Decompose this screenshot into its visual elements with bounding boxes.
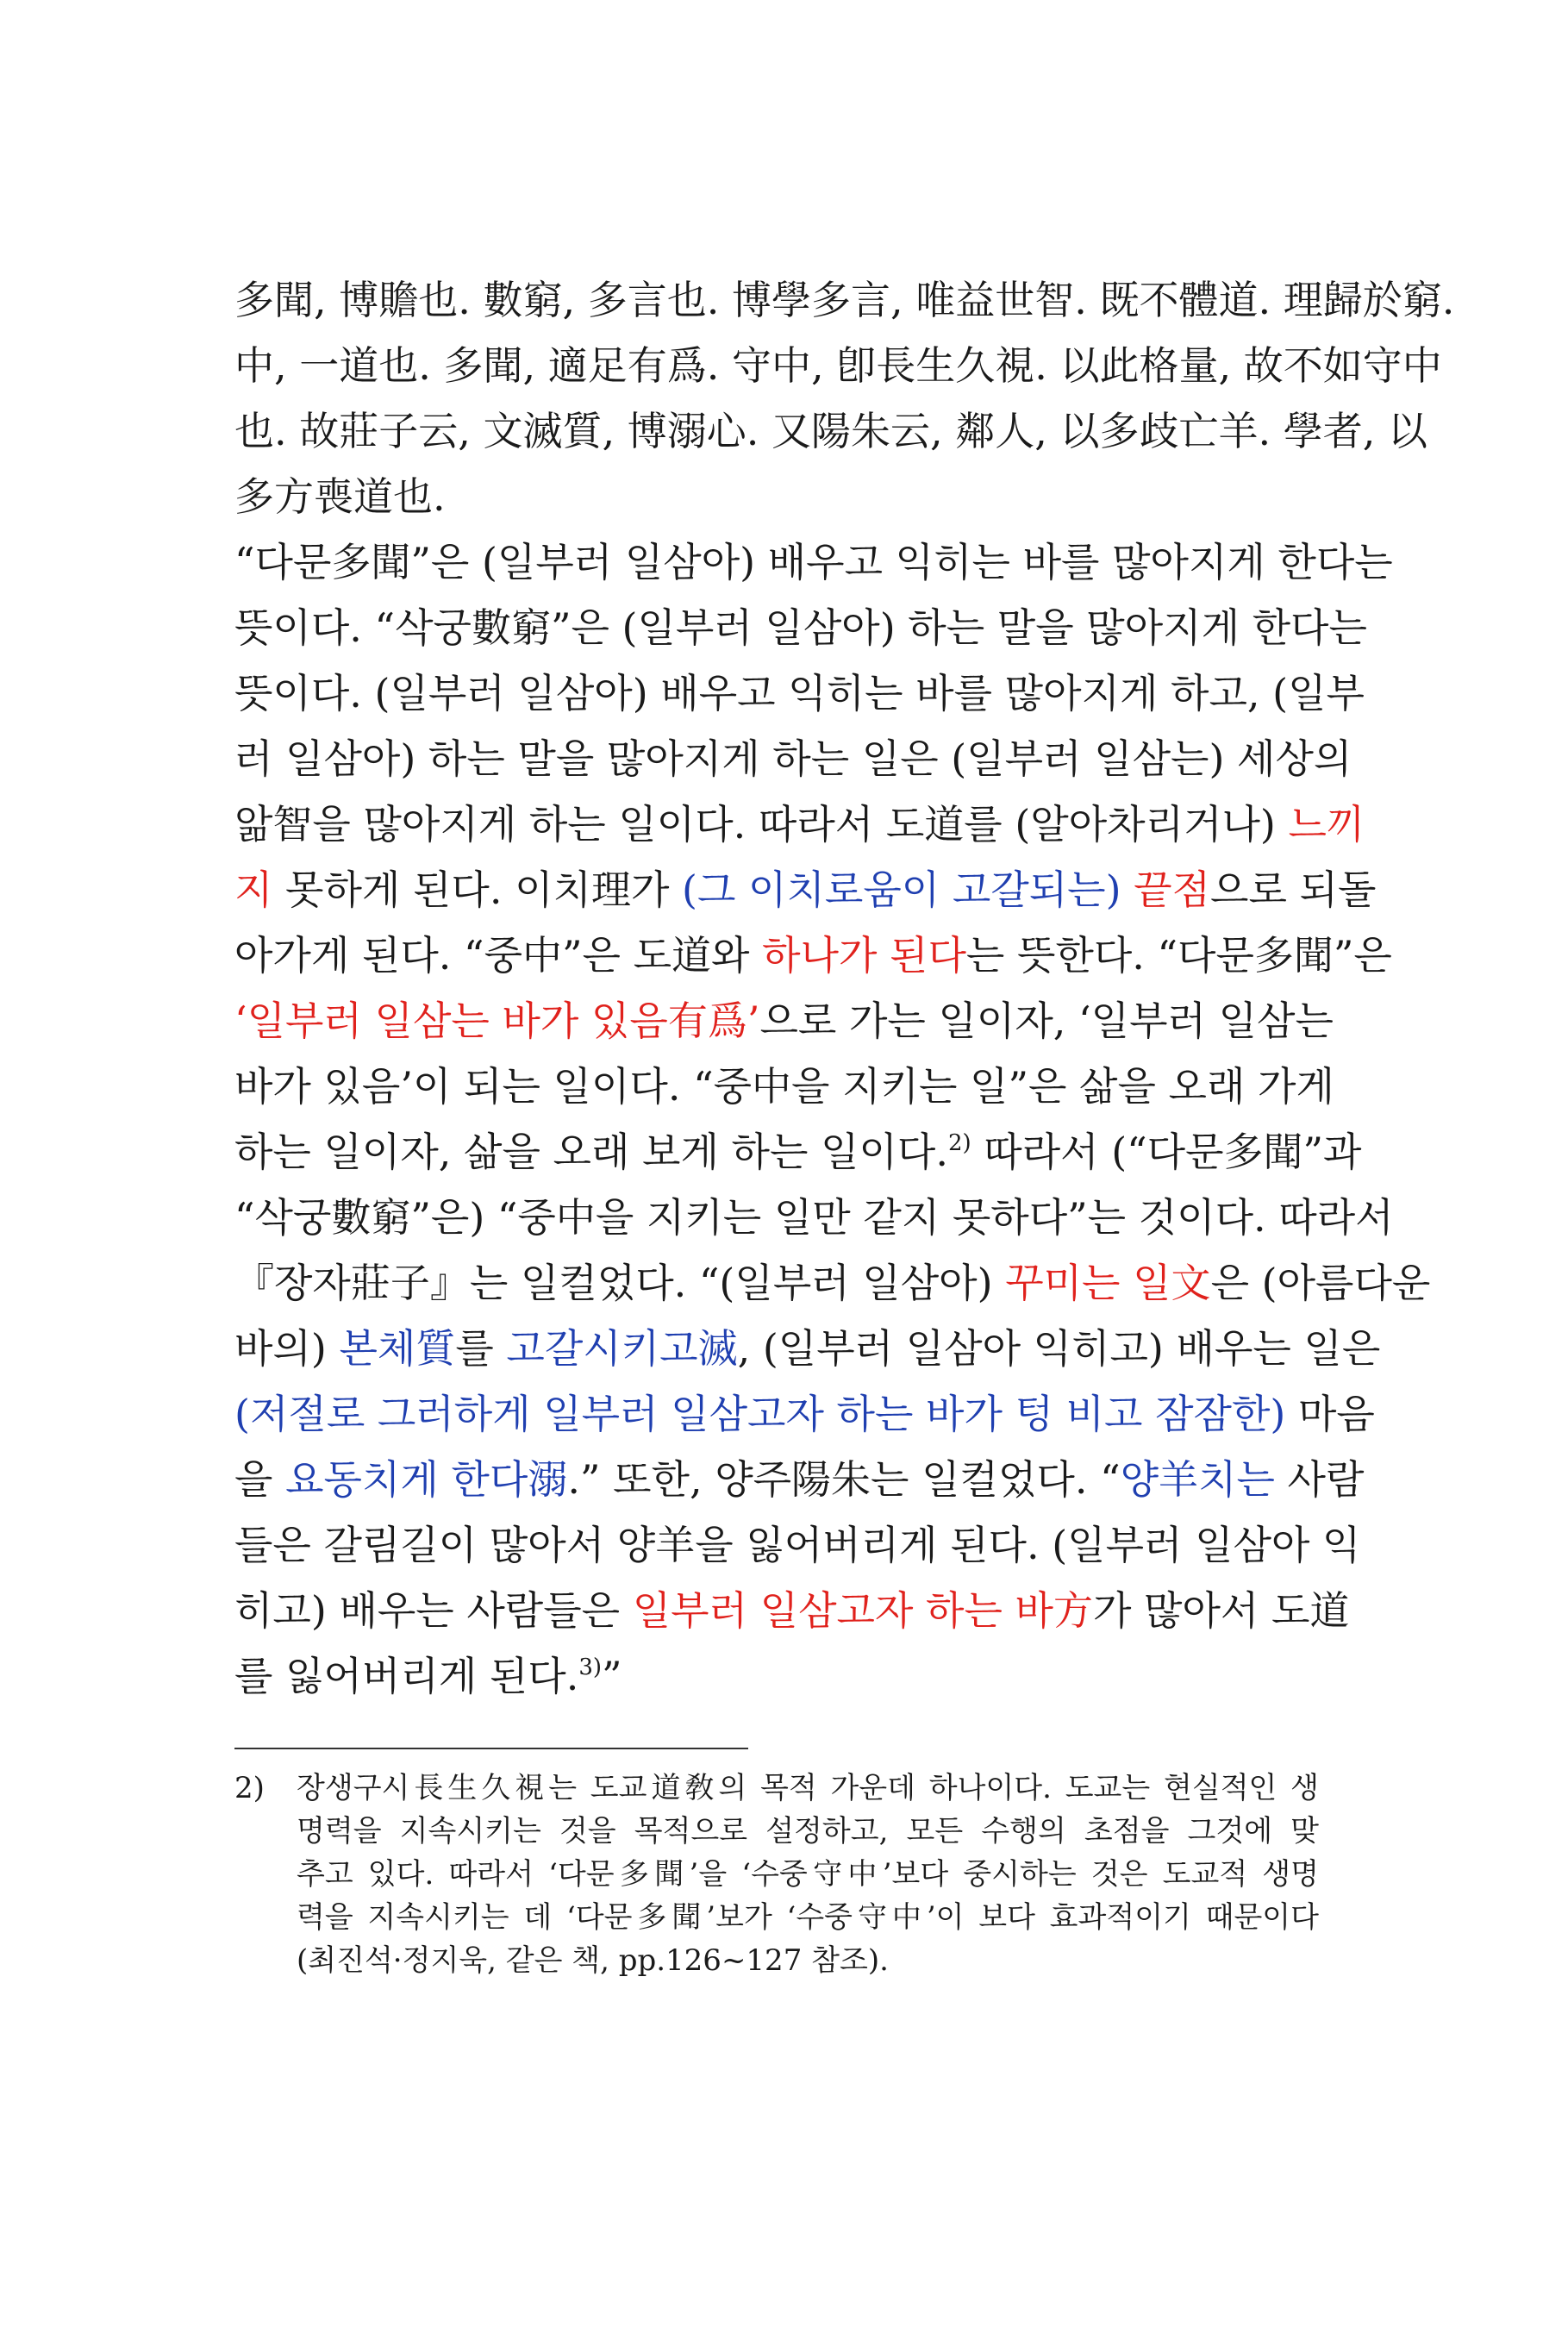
text-run: 를 잃어버리게 된다. [234, 1653, 579, 1699]
korean-line-4: 러 일삼아) 하는 말을 많아지게 하는 일은 (일부러 일삼는) 세상의 [234, 735, 1352, 782]
text-run: 못하게 된다. 이치理가 [272, 866, 683, 913]
footnote-ref-2[interactable]: 2) [947, 1130, 971, 1156]
korean-line-6 [234, 857, 1377, 923]
highlight-blue: (그 이치로움이 고갈되는) [682, 866, 1121, 913]
footnote-ref-3[interactable]: 3) [578, 1655, 603, 1680]
korean-line-15 [234, 1447, 1365, 1512]
highlight-red: 일부러 일삼고자 하는 바方 [632, 1587, 1093, 1634]
text-run: .” 또한, 양주陽朱는 일컬었다. “ [567, 1456, 1121, 1503]
korean-line-17 [234, 1578, 1350, 1643]
footnote-line-5: (최진석·정지욱, 같은 책, pp.126~127 참조). [297, 1943, 889, 1978]
text-run: , (일부러 일삼아 익히고) 배우는 일은 [737, 1325, 1381, 1372]
text-run [1121, 866, 1134, 913]
highlight-red: 끝점 [1134, 866, 1211, 913]
footnote-line-1 [234, 1767, 1319, 1810]
hanmun-line-2: 中, 一道也. 多聞, 適足有爲. 守中, 卽長生久視. 以此格量, 故不如守中 [234, 342, 1442, 389]
highlight-blue: 양羊치는 [1120, 1456, 1275, 1503]
text-run: 바의) [234, 1325, 340, 1372]
footnote-line-3: 추고 있다. 따라서 ‘다문多聞’을 ‘수중守中’보다 중시하는 것은 도교적 생명 [297, 1857, 1319, 1892]
korean-line-7 [234, 923, 1392, 988]
text-run: 히고) 배우는 사람들은 [234, 1587, 633, 1634]
hanmun-line-3: 也. 故莊子云, 文滅質, 博溺心. 又陽朱云, 鄰人, 以多歧亡羊. 學者, 以 [234, 408, 1427, 454]
korean-line-8 [234, 988, 1334, 1054]
text-run: 으로 되돌 [1210, 866, 1377, 913]
highlight-red: 하나가 된다 [762, 932, 966, 979]
hanmun-line-4: 多方喪道也. [234, 473, 446, 520]
text-run: 을 [234, 1456, 286, 1503]
footnote-line-4: 력을 지속시키는 데 ‘다문多聞’보가 ‘수중守中’이 보다 효과적이기 때문이다 [297, 1900, 1319, 1935]
text-run: 으로 가는 일이자, ‘일부러 일삼는 [759, 998, 1334, 1044]
korean-line-12 [234, 1250, 1431, 1316]
text-run: 를 [455, 1325, 507, 1372]
highlight-blue: 요동치게 한다溺 [285, 1456, 568, 1503]
korean-line-9: 바가 있음’이 되는 일이다. “중中을 지키는 일”은 삶을 오래 가게 [234, 1063, 1334, 1110]
korean-line-10 [234, 1119, 1362, 1185]
text-run: 따라서 (“다문多聞”과 [971, 1129, 1362, 1175]
korean-line-3: 뜻이다. (일부러 일삼아) 배우고 익히는 바를 많아지게 하고, (일부 [234, 670, 1365, 716]
korean-line-18 [234, 1643, 1319, 1709]
footnote-line-2: 명력을 지속시키는 것을 목적으로 설정하고, 모든 수행의 초점을 그것에 맞 [297, 1814, 1319, 1848]
text-run: 마음 [1285, 1391, 1375, 1437]
text-run: 사람 [1274, 1456, 1365, 1503]
korean-line-2: 뜻이다. “삭궁數窮”은 (일부러 일삼아) 하는 말을 많아지게 한다는 [234, 604, 1367, 651]
highlight-red: 느끼 [1288, 801, 1365, 848]
highlight-red: 꾸미는 일文 [1005, 1260, 1211, 1306]
hanmun-line-1: 多聞, 博贍也. 數窮, 多言也. 博學多言, 唯益世智. 既不體道. 理歸於窮. [234, 277, 1455, 323]
korean-line-1: “다문多聞”은 (일부러 일삼아) 배우고 익히는 바를 많아지게 한다는 [234, 539, 1393, 585]
korean-line-5 [234, 791, 1365, 857]
highlight-red: ‘일부러 일삼는 바가 있음有爲’ [234, 998, 760, 1044]
footnote-text: 장생구시長生久視는 도교道敎의 목적 가운데 하나이다. 도교는 현실적인 생 [297, 1771, 1319, 1805]
text-run: 가 많아서 도道 [1092, 1587, 1350, 1634]
korean-line-16: 들은 갈림길이 많아서 양羊을 잃어버리게 된다. (일부러 일삼아 익 [234, 1522, 1361, 1568]
highlight-red: 지 [234, 866, 273, 913]
highlight-blue: 고갈시키고滅 [506, 1325, 738, 1372]
text-run: 은 (아름다운 [1210, 1260, 1431, 1306]
highlight-blue: 본체質 [339, 1325, 456, 1372]
text-run: 아가게 된다. “중中”은 도道와 [234, 932, 763, 979]
text-run: 『장자莊子』는 일컬었다. “(일부러 일삼아) [234, 1260, 1006, 1306]
footnote-number: 2) [234, 1771, 265, 1805]
korean-line-14 [234, 1381, 1375, 1447]
text-run: ” [602, 1653, 622, 1699]
text-run: 는 뜻한다. “다문多聞”은 [965, 932, 1392, 979]
text-run: 하는 일이자, 삶을 오래 보게 하는 일이다. [234, 1129, 948, 1175]
korean-line-13 [234, 1316, 1381, 1381]
korean-line-11: “삭궁數窮”은) “중中을 지키는 일만 같지 못하다”는 것이다. 따라서 [234, 1194, 1394, 1241]
footnote-divider [234, 1748, 748, 1749]
text-run: 앎智을 많아지게 하는 일이다. 따라서 도道를 (알아차리거나) [234, 801, 1289, 848]
highlight-blue: (저절로 그러하게 일부러 일삼고자 하는 바가 텅 비고 잠잠한) [234, 1391, 1286, 1437]
